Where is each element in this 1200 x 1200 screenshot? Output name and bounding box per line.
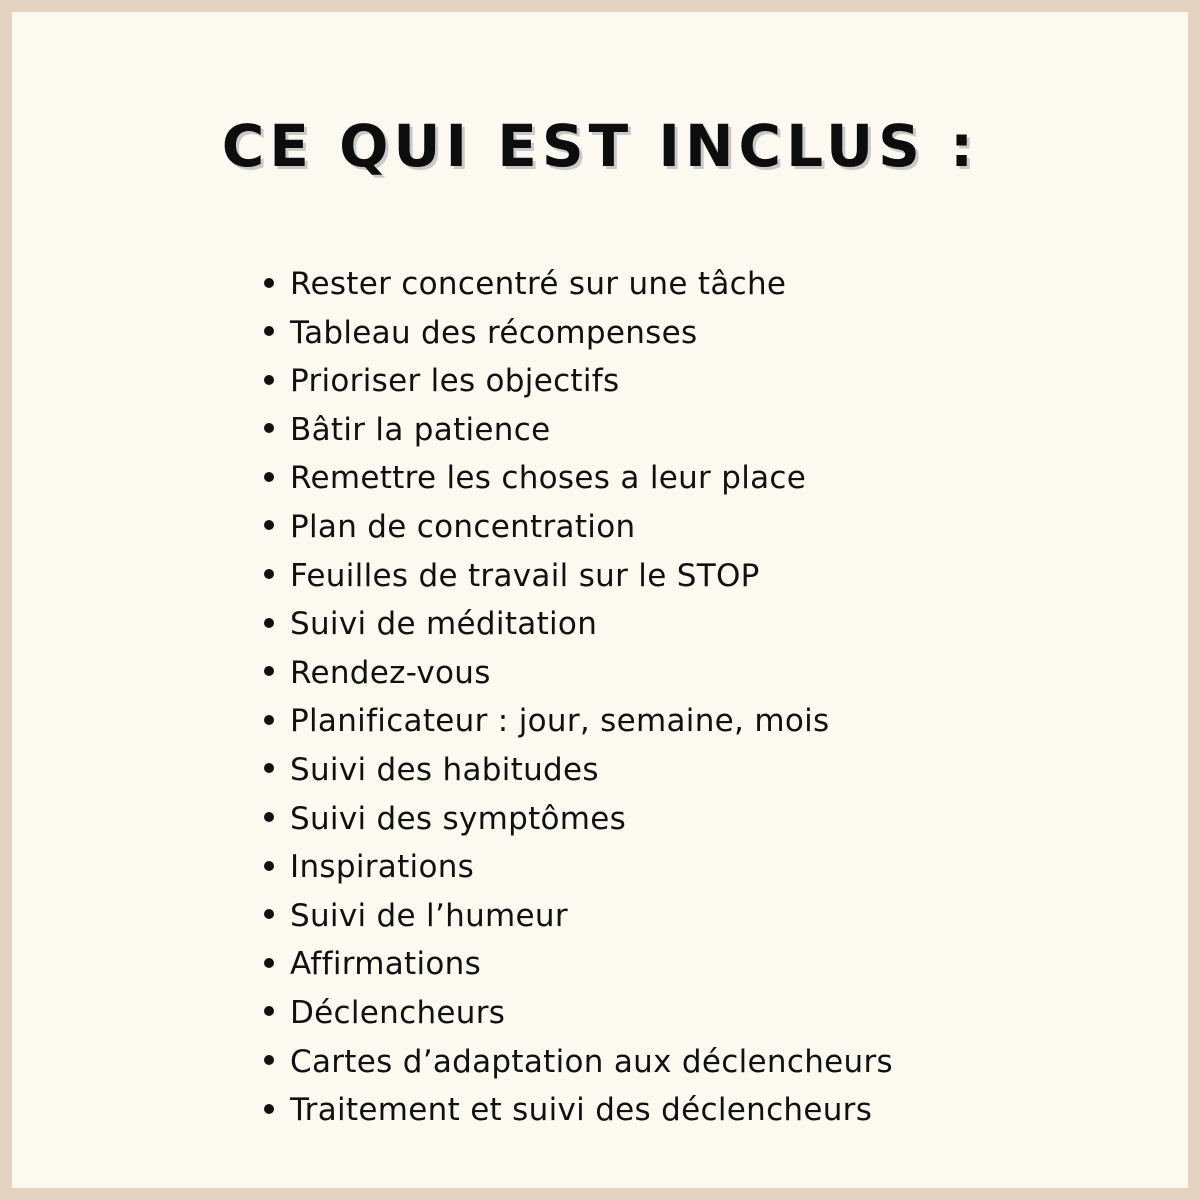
bullet-icon xyxy=(264,861,274,871)
list-item xyxy=(264,600,893,649)
list-item-label: Suivi des habitudes xyxy=(290,751,599,788)
bullet-icon xyxy=(264,763,274,773)
list-item xyxy=(264,1038,893,1087)
included-list xyxy=(264,260,893,1135)
list-item-label: Prioriser les objectifs xyxy=(290,363,620,400)
list-item-label: Tableau des récompenses xyxy=(290,314,698,351)
bullet-icon xyxy=(264,423,274,433)
list-item xyxy=(264,406,893,455)
list-item-label: Traitement et suivi des déclencheurs xyxy=(290,1092,873,1129)
bullet-icon xyxy=(264,1055,274,1065)
list-item-label: Inspirations xyxy=(290,849,475,886)
list-item xyxy=(264,795,893,844)
list-item xyxy=(264,892,893,941)
bullet-icon xyxy=(264,520,274,530)
list-item-label: Rester concentré sur une tâche xyxy=(290,266,787,302)
list-item xyxy=(264,552,893,601)
list-item xyxy=(264,940,893,989)
list-item xyxy=(264,309,893,358)
bullet-icon xyxy=(264,618,274,628)
bullet-icon xyxy=(264,715,274,725)
list-item xyxy=(264,503,893,552)
list-item xyxy=(264,989,893,1038)
list-item-label: Bâtir la patience xyxy=(290,411,551,448)
list-item-label: Cartes d’adaptation aux déclencheurs xyxy=(290,1043,893,1080)
list-item xyxy=(264,843,893,892)
list-item-label: Remettre les choses a leur place xyxy=(290,460,807,497)
list-item-label: Suivi des symptômes xyxy=(290,800,627,837)
card xyxy=(12,12,1188,1188)
list-item-label: Plan de concentration xyxy=(290,508,636,545)
list-item xyxy=(264,357,893,406)
list-item-label: Feuilles de travail sur le STOP xyxy=(290,557,760,594)
list-item xyxy=(264,454,893,503)
list-item-label: Suivi de méditation xyxy=(290,606,598,643)
bullet-icon xyxy=(264,278,274,288)
bullet-icon xyxy=(264,1006,274,1016)
bullet-icon xyxy=(264,909,274,919)
list-item xyxy=(264,649,893,698)
bullet-icon xyxy=(264,958,274,968)
list-item-label: Planificateur : jour, semaine, mois xyxy=(290,703,830,740)
bullet-icon xyxy=(264,326,274,336)
list-item-label: Déclencheurs xyxy=(290,994,506,1031)
page-title: CE QUI EST INCLUS : xyxy=(221,112,979,180)
list-item xyxy=(264,746,893,795)
list-item-label: Rendez-vous xyxy=(290,654,491,691)
bullet-icon xyxy=(264,1104,274,1114)
list-item xyxy=(264,697,893,746)
bullet-icon xyxy=(264,569,274,579)
bullet-icon xyxy=(264,472,274,482)
list-item-label: Suivi de l’humeur xyxy=(290,897,568,934)
bullet-icon xyxy=(264,812,274,822)
list-item-label: Affirmations xyxy=(290,946,482,983)
bullet-icon xyxy=(264,666,274,676)
list-item xyxy=(264,1086,893,1135)
list-item xyxy=(264,260,893,309)
bullet-icon xyxy=(264,375,274,385)
